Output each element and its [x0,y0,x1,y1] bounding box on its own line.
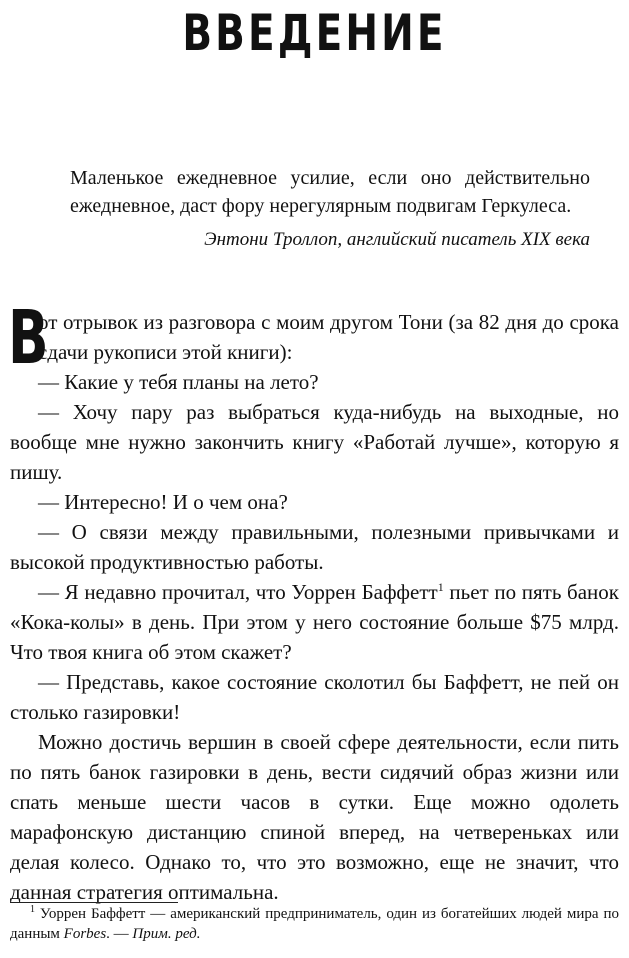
paragraph-4: — Интересно! И о чем она? [38,490,288,514]
footnote-source: Forbes [63,926,107,942]
footnote-mark: 1 [30,904,35,915]
epigraph-attribution: Энтони Троллоп, английский писатель XIX века [204,229,590,250]
footnote [10,904,619,944]
paragraph-6 [10,577,619,667]
paragraph-1 [8,295,619,381]
paragraph-6-end: пьет по пять банок «Кока-колы» в день. При этом у него состояние больше $75 млрд. Что твоя книга об этом скажет? [10,580,619,664]
epigraph-quote: Маленькое ежедневное усилие, если оно действительно ежедневное, даст фору нерегулярным подвигам Геркулеса. [70,167,590,217]
paragraph-8: Можно достичь вершин в своей сфере деятельности, если пить по пять банок газировки в день, вести сидячий образ жизни или спать меньше шести часов в сутки. Еще можно одолеть марафонскую дистанцию спиной вперед, на четвереньках или делая колесо. Однако то, что это возможно, еще не значит, что данная стратегия оптимальна. [10,730,619,904]
footnote-text: Уоррен Баффетт — американский предприниматель, один из богатейших людей мира по данным [10,906,619,942]
drop-cap: В [8,295,49,381]
footnote-separator: . — [106,926,133,942]
paragraph-5: — О связи между правильными, полезными привычками и высокой продуктивностью работы. [10,520,619,574]
paragraph-2: — Какие у тебя планы на лето? [38,370,319,394]
paragraph-7: — Представь, какое состояние сколотил бы Баффетт, не пей он столько газировки! [10,670,619,724]
footnote-reference: 1 [437,580,444,594]
footnote-editor-note: Прим. ред. [132,926,201,942]
footnote-divider [10,902,178,903]
paragraph-6-start: — Я недавно прочитал, что Уоррен Баффетт [38,580,438,604]
paragraph-1-text: от отрывок из разговора с моим другом Тони (за 82 дня до срока сдачи рукописи этой книги): [38,310,619,364]
paragraph-3: — Хочу пару раз выбраться куда-нибудь на выходные, но вообще мне нужно закончить книгу «Работай лучше», которую я пишу. [10,400,619,484]
chapter-body [8,295,619,907]
chapter-title: ВВЕДЕНИЕ [182,4,447,62]
